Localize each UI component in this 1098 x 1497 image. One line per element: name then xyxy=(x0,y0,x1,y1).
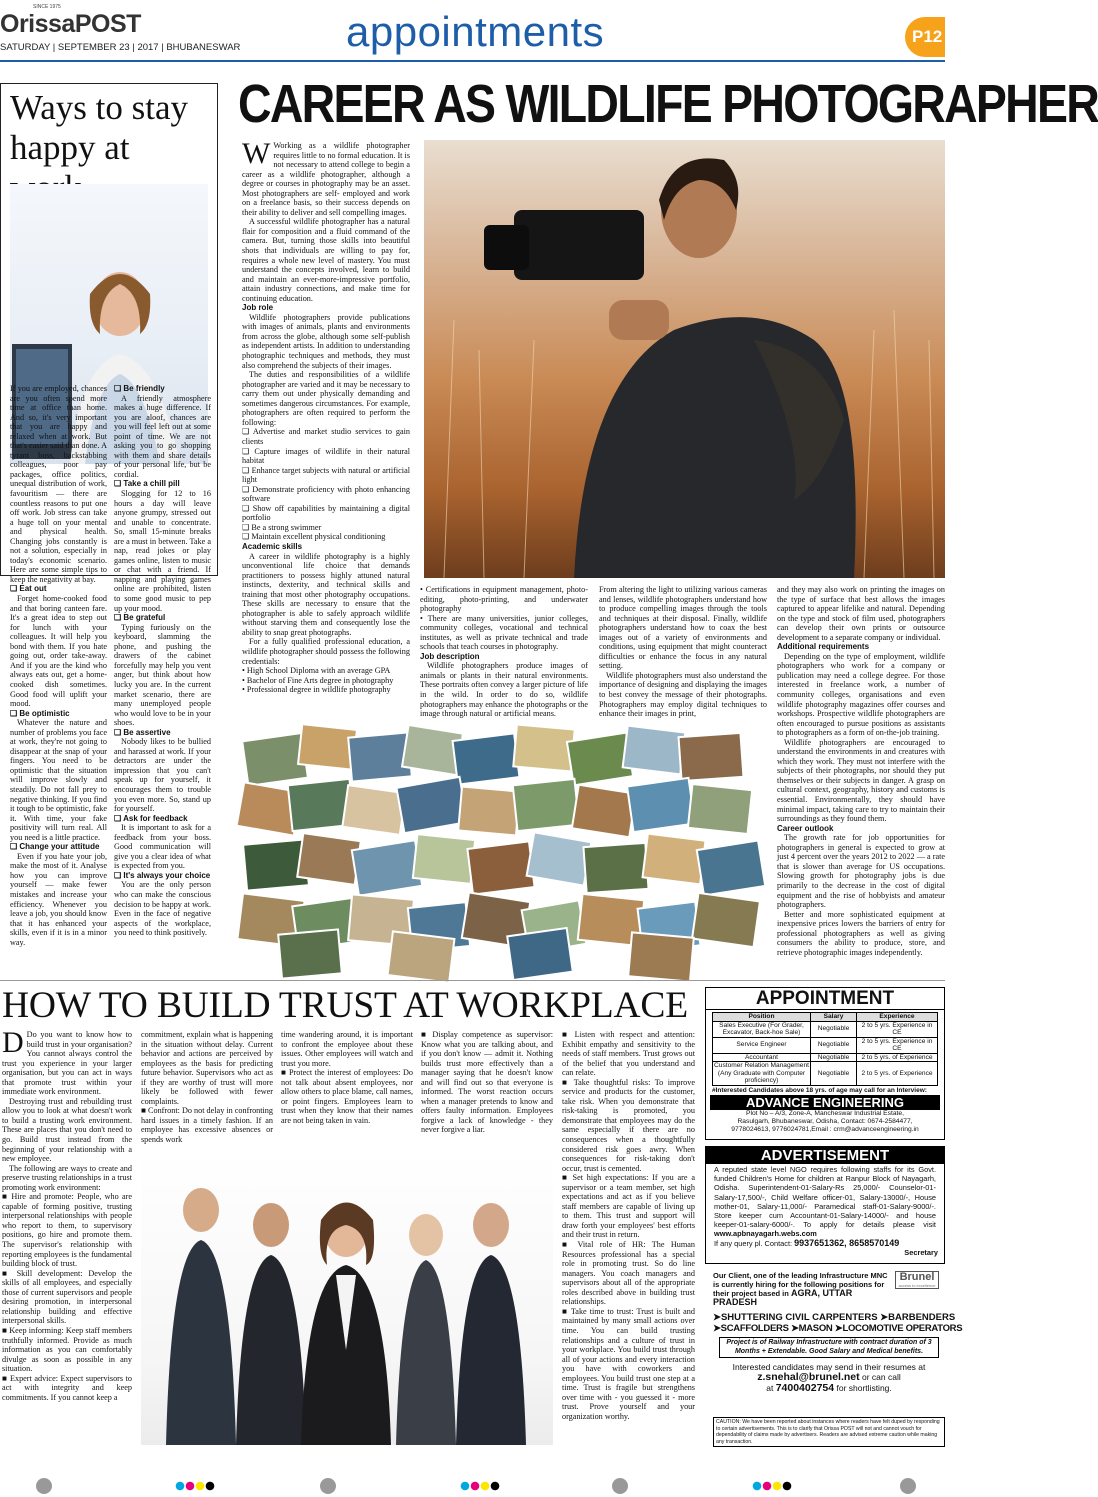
table-row: Sales Executive (For Grader, Excavator, Back-hoe Sale) Negotiable 2 to 5 yrs. Experience in CE xyxy=(713,1021,938,1037)
ad-ngo xyxy=(705,1146,945,1264)
ad-appointment-title: APPOINTMENT xyxy=(706,988,944,1010)
ad-brunel-jobs-1: ➤SHUTTERING CIVIL CARPENTERS ➤BARBENDERS xyxy=(713,1312,956,1323)
ways-column-2: ❑ Be friendly A friendly atmosphere makes a huge difference. If you are aloof, chances are you will feel left out at some point of time. We are not asking you to go shopping with them and share details of your personal life, but be cordial. ❑ Take a chill pill Slogging for 12 to 16 hours a day will leave anyone grumpy, stressed out and unable to concentrate. So, small 15-minute breaks are a must in between. Take a nap, read jokes or play games online, listen to music or chat with a friend. If napping and playing games online are prohibited, listen to some good music to pep up your mood. ❑ Be grateful Typing furiously on the keyboard, slamming the phone, and pushing the drawers of the cabinet forcefully may help you vent anger, but think about how lucky you are. In the current market scenario, there are many unemployed people who would love to be in your shoes. ❑ Be assertive Nobody likes to be bullied and harassed at work. If your detractors are under the impression that you can't speak up for yourself, it encourages them to trouble you even more. So, stand up for yourself. ❑ Ask for feedback It is important to ask for a feedback from your boss. Good communication will give you a clear idea of what is expected from you. ❑ It's always your choice You are the only person who can make the conscious decision to be happy at work. Even in the face of negative aspects of the workplace, you need to think positively. xyxy=(114,384,211,938)
ad-brunel-phone[interactable]: 7400402754 xyxy=(775,1382,835,1394)
ad-appointment xyxy=(705,987,945,1140)
wildlife-headline: CAREER AS WILDLIFE PHOTOGRAPHER xyxy=(238,74,1098,134)
caution-note: CAUTION: We have been reported about instances where readers have felt duped by responding to certain advertisements. This is to clarify that Orissa POST will not and cannot vouch for dependability of claims made by advertisers. Readers are advised extreme caution while making any transaction. xyxy=(713,1417,945,1447)
ad-appointment-address-1: Plot No – A/3, Zone-A, Mancheswar Industrial Estate, xyxy=(746,1109,904,1117)
ad-ngo-body: A reputed state level NGO requires following staffs for its Govt. funded Children's Home for children at Ranpur Block of Nayagarh, Odisha. Superintendent-01-Salary-Rs 25,000/- Counselor-01-Salary-17,500/-, Child Welfare officer-01, Salary-13000/-, House mother-01, Salary-11,000/- Paramedical staff-01-Salary-9000/-. Store keeper cum Accountant-01-Salary-14000/- and house keeper-01-salary-6000/-. To apply for details please visit xyxy=(714,1165,936,1230)
page-badge: P12 xyxy=(905,17,945,57)
ad-appointment-company: ADVANCE ENGINEERING xyxy=(710,1095,940,1110)
color-bar xyxy=(175,1481,215,1491)
ad-brunel-email[interactable]: z.snehal@brunel.net xyxy=(757,1371,860,1383)
logo-tag: SINCE 1975 xyxy=(33,4,61,10)
color-bar xyxy=(752,1481,792,1491)
section-divider xyxy=(0,980,945,981)
trust-column-4: ■ Display competence as supervisor: Know what you are talking about, and if you don't know — admit it. Nothing builds trust more effectively than a manager saying that he doesn't know and will find out so that everyone is informed. The worst reaction occurs when a manager pretends to know and offers faulty information. Employees forgive a lack of knowledge - they never forgive a liar. xyxy=(421,1030,553,1135)
masthead xyxy=(0,0,945,70)
trust-column-1: D Do you want to know how to build trust in your organisation? You cannot always control the trust you experience in your larger organisation, but you can act in ways that promote trust within your immediate work environment. Destroying trust and rebuilding trust allow you to look at what doesn't work to build a trusting work environment. These are places that you don't need to go. Build trust instead from the beginning of your relationship with a new employee. The following are ways to create and preserve trusting relationships in a trust promoting work environment: ■ Hire and promote: People, who are capable of forming positive, trusting interpersonal relationships with people who report to them, to supervisory positions, go hire and promote them. The supervisor's relationship with reporting employees is the fundamental building block of trust. ■ Skill development: Develop the skills of all employees, and especially those of current supervisors and people desiring promotion, in interpersonal relationship building and effective interpersonal skills. ■ Keep informing: Keep staff members truthfully informed. Provide as much information as you can comfortably divulge as soon as possible in any situation. ■ Expert advice: Expect supervisors to act with integrity and keep commitments. If you cannot keep a xyxy=(2,1026,132,1402)
ways-headline: Ways to stay happy at xyxy=(10,88,188,167)
masthead-rule xyxy=(0,60,945,62)
col-experience: Experience xyxy=(857,1013,938,1022)
date-line: SATURDAY | SEPTEMBER 23 | 2017 | BHUBANESWAR xyxy=(0,42,241,53)
ad-appointment-address-3: 9778024613, 9776024781,Email : crm@advanceengineering.in xyxy=(731,1125,919,1133)
trust-column-2: commitment, explain what is happening in the situation without delay. Current behavior and actions are perceived by employees as the basis for predicting future behavior. Supervisors who act as if they are worthy of trust will more likely be followed with fewer complaints. ■ Confront: Do not delay in confronting hard issues in a timely fashion. If an employee has excessive absences or spends work xyxy=(141,1030,273,1145)
ad-appointment-address-2: Rasulgarh, Bhubaneswar, Odisha, Contact: 0674-2584477, xyxy=(737,1117,913,1125)
ad-brunel-logo: Brunel access to excellence xyxy=(895,1271,939,1289)
ad-ngo-phones[interactable]: 9937651362, 8658570149 xyxy=(794,1237,900,1248)
ad-appointment-note: #Interested Candidates above 18 yrs. of age may call for an Interview: xyxy=(712,1086,927,1094)
ad-brunel-phone-line: at 7400402754 for shortlisting. xyxy=(766,1382,892,1394)
ad-appointment-table xyxy=(712,1012,938,1086)
ways-story-box xyxy=(0,83,218,947)
ad-ngo-contact: If any query pl. Contact: 9937651362, 8658570149 xyxy=(714,1237,900,1248)
trust-headline: HOW TO BUILD TRUST AT WORKPLACE xyxy=(2,985,688,1026)
trust-photo xyxy=(141,1150,553,1445)
reg-mark xyxy=(612,1478,628,1494)
reg-mark xyxy=(36,1478,52,1494)
col-salary: Salary xyxy=(811,1013,857,1022)
color-bar xyxy=(460,1481,500,1491)
wildlife-photo xyxy=(424,140,945,578)
wildlife-column-2: • Certifications in equipment management, photo-editing, photo-printing, and underwater photography • There are many universities, junior colleges, community colleges, vocational and technical institutes, as well as private technical and trade schools that teach courses in photography. Job description Wildlife photographers produce images of animals or plants in their natural environments. These portraits often convey a larger picture of life in the wild. In order to do so, wildlife photographers may enhance the photographs or the image through natural or artificial means. xyxy=(420,585,588,719)
trust-column-5: ■ Listen with respect and attention: Exhibit empathy and sensitivity to the needs of staff members. Trust grows out of the belief that you understand and can relate. ■ Take thoughtful risks: To improve service and products for the customer, take risk. When you demonstrate that risk-taking is promoted, you demonstrate that employees may do the same especially if there are no consequences when a thoughtfully considered risk goes awry. When consequences for risk-taking don't occur, trust is cemented. ■ Set high expectations: If you are a supervisor or a team member, set high expectations and act as if you believe staff members are capable of living up to them. This trust and support will draw forth your employees' best efforts and their trust in return. ■ Vital role of HR: The Human Resources professional has a special role in promoting trust. So do line managers. You coach managers and supervisors about all of the appropriate roles described above in building trust relationships. ■ Take time to trust: Trust is built and maintained by many small actions over time. You can build trusting relationships and a culture of trust in your workplace. You build trust through all of your actions and every interaction you have with coworkers and employees. You build trust one step at a time. Trust is fragile but strengthens over time with - you guessed it - more trust. Prove yourself and your organization worthy. xyxy=(562,1030,695,1421)
ad-ngo-title: ADVERTISEMENT xyxy=(706,1147,944,1164)
table-row: Service Engineer Negotiable 2 to 5 yrs. Experience in CE xyxy=(713,1037,938,1053)
wildlife-column-3: From altering the light to utilizing various cameras and lenses, wildlife photographers understand how to produce compelling images through the tools and techniques at their disposal. Finally, wildlife photographers understand how to coax the best images out of a variety of environments and conditions, using equipment that might counteract difficulties or enhance the focus in any natural setting. Wildlife photographers must also understand the importance of designing and displaying the images to best convey the message of their photographs. Photographers may employ digital techniques to enhance their images in print, xyxy=(599,585,767,719)
ad-brunel-intro: Our Client, one of the leading Infrastructure MNC is currently hiring for the following positions for their project based in AGRA, UTTAR PRADESH xyxy=(713,1271,888,1307)
drop-cap-d: D xyxy=(2,1026,24,1059)
reg-mark xyxy=(320,1478,336,1494)
ad-ngo-sign: Secretary xyxy=(904,1247,938,1257)
footer-marks xyxy=(0,1476,945,1497)
ad-brunel-send: Interested candidates may send in their resumes at xyxy=(732,1362,926,1372)
reg-mark xyxy=(900,1478,916,1494)
wildlife-column-4: and they may also work on printing the images on the type of surface that best allows the images captured to appear lifelike and natural. Depending on the type and stock of film used, photographers can develop their own prints or outsource development to a separate company or individual. Additional requirements Depending on the type of employment, wildlife photographers who work for a company or publication may need a college degree. For those interested in freelance work, a number of community colleges, organisations and even wildlife photography magazines offer courses and workshops. Prospective wildlife photographers are often encouraged to pursue positions as assistants to photographers as a form of on-the-job training. Wildlife photographers are encouraged to understand the environments in and creatures with which they work. They must not interfere with the subjects of their photographs, nor should they put themselves or their subjects in danger. A grasp on cultural context, geography, history and customs is essential. Environmentally, they should have minimal impact, taking care to try to maintain their surroundings as they found them. Career outlook The growth rate for job opportunities for photographers in general is expected to grow at just 4 percent over the years 2012 to 2022 — a rate that is slower than average for US occupations. Slowing growth for photography jobs is due primarily to the decrease in the cost of digital equipment and the rise of hobbyists and amateur photographers. Better and more sophisticated equipment at inexpensive prices lowers the barriers of entry for professional photographers as well as giving consumers the ability to produce, store, and retrieve photographic images independently. xyxy=(777,585,945,957)
ad-brunel-location: AGRA, UTTAR PRADESH xyxy=(713,1288,853,1307)
ad-brunel xyxy=(713,1271,963,1411)
ad-brunel-project: Project is of Railway Infrastructure with contract duration of 3 Months + Extendable. Good Salary and Medical benefits. xyxy=(719,1337,939,1358)
drop-cap-w: W xyxy=(242,137,271,170)
table-row: Accountant Negotiable 2 to 5 yrs. of Experience xyxy=(713,1053,938,1062)
table-row: Customer Relation Management (Any Graduate with Computer proficiency) Negotiable 2 to 5 yrs. of Experience xyxy=(713,1062,938,1086)
ways-column-1: If you are employed, chances are you often spend more time at office than home. And so, it's very important that you are happy and relaxed when at work. But that's easier said than done. A tyrant boss, backstabbing colleagues, poor pay packages, office politics, unequal distribution of work, favouritism — there are countless reasons to put one off work. Job stress can take a huge toll on your mental and physical health. Changing jobs constantly is not a solution, especially in today's economic scenario. Here are some simple tips to keep the negativity at bay. ❑ Eat out Forget home-cooked food and that boring canteen fare. It's a great idea to step out for lunch with your colleagues. It will help you bond with them. If you hate going out, order take-away. And if you are the kind who always eats out, get a home-cooked dish sometimes. Good food will uplift your mood. ❑ Be optimistic Whatever the nature and number of problems you face at work, they're not going to disappear at the snap of your fingers. You need to be optimistic that the situation will improve slowly and steadily. Do not fall prey to negative thinking. If you find it tough to be optimistic, fake it. With time, your fake positivity will turn real. All you need is a little practice. ❑ Change your attitude Even if you hate your job, make the most of it. Analyse how you can improve yourself — make fewer mistakes and increase your efficiency. Whenever you leave a job, you should know that it has enhanced your skills, even if it is in a minor way. xyxy=(10,384,107,947)
ad-brunel-email-line: z.snehal@brunel.net or can call xyxy=(757,1371,901,1383)
wildlife-column-1: W Working as a wildlife photographer requires little to no formal education. It is not necessary to attend college to begin a career as a wildlife photographer, although a degree or courses in photography may be an asset. Most photographers are self- employed and work on a freelance basis, so their success depends on their ability to deliver and sell compelling images. A successful wildlife photographer has a natural flair for composition and a fluid command of the camera. But, turning those skills into beautiful shots that individuals are willing to pay for, requires a whole new level of mastery. You must understand the concepts involved, learn to build and maintain an ever-more-impressive portfolio, attain industry connections, and make time for continuing education. Job role Wildlife photographers provide publications with images of animals, plants and environments from across the globe, although some self-publish as independent artists. In addition to understanding photographic techniques and methods, they must also comprehend the subjects of their images. The duties and responsibilities of a wildlife photographer are varied and it may be necessary to carry them out under physically demanding and sometimes dangerous circumstances. For example, photographers are often required to perform the following: ❑ Advertise and market studio services to gain clients ❑ Capture images of wildlife in their natural habitat ❑ Enhance target subjects with natural or artificial light ❑ Demonstrate proficiency with photo enhancing software ❑ Show off capabilities by maintaining a digital portfolio ❑ Be a strong swimmer ❑ Maintain excellent physical conditioning Academic skills A career in wildlife photography is a highly unconventional life choice that demands practitioners to possess highly attuned natural instincts, dexterity, and technical skills and training that most other photography occupations. These skills are necessary to ensure that the photographer is able to safely approach wildlife without starving them and consequently lose the ability to snap great photographs. For a fully qualified professional education, a wildlife photographer should possess the following credentials: • High School Diploma with an average GPA • Bachelor of Fine Arts degree in photography • Professional degree in wildlife photography xyxy=(242,137,410,695)
wildlife-collage xyxy=(240,727,770,977)
ad-brunel-jobs-2: ➤SCAFFOLDERS ➤MASON ➤LOCOMOTIVE OPERATORS xyxy=(713,1322,963,1334)
logo[interactable]: OrissaPOST xyxy=(0,10,141,38)
trust-column-3: time wandering around, it is important to confront the employee about these issues. Other employees will watch and trust you more. ■ Protect the interest of employees: Do not talk about absent employees, nor allow others to place blame, call names, or point fingers. Employees learn to trust when they know that their names are not being taken in vain. xyxy=(281,1030,413,1125)
section-title: appointments xyxy=(346,8,605,55)
ad-ngo-body-wrap xyxy=(706,1164,944,1239)
col-position: Position xyxy=(713,1013,811,1022)
ad-ngo-website[interactable]: www.apbnayagarh.webs.com xyxy=(714,1229,817,1239)
